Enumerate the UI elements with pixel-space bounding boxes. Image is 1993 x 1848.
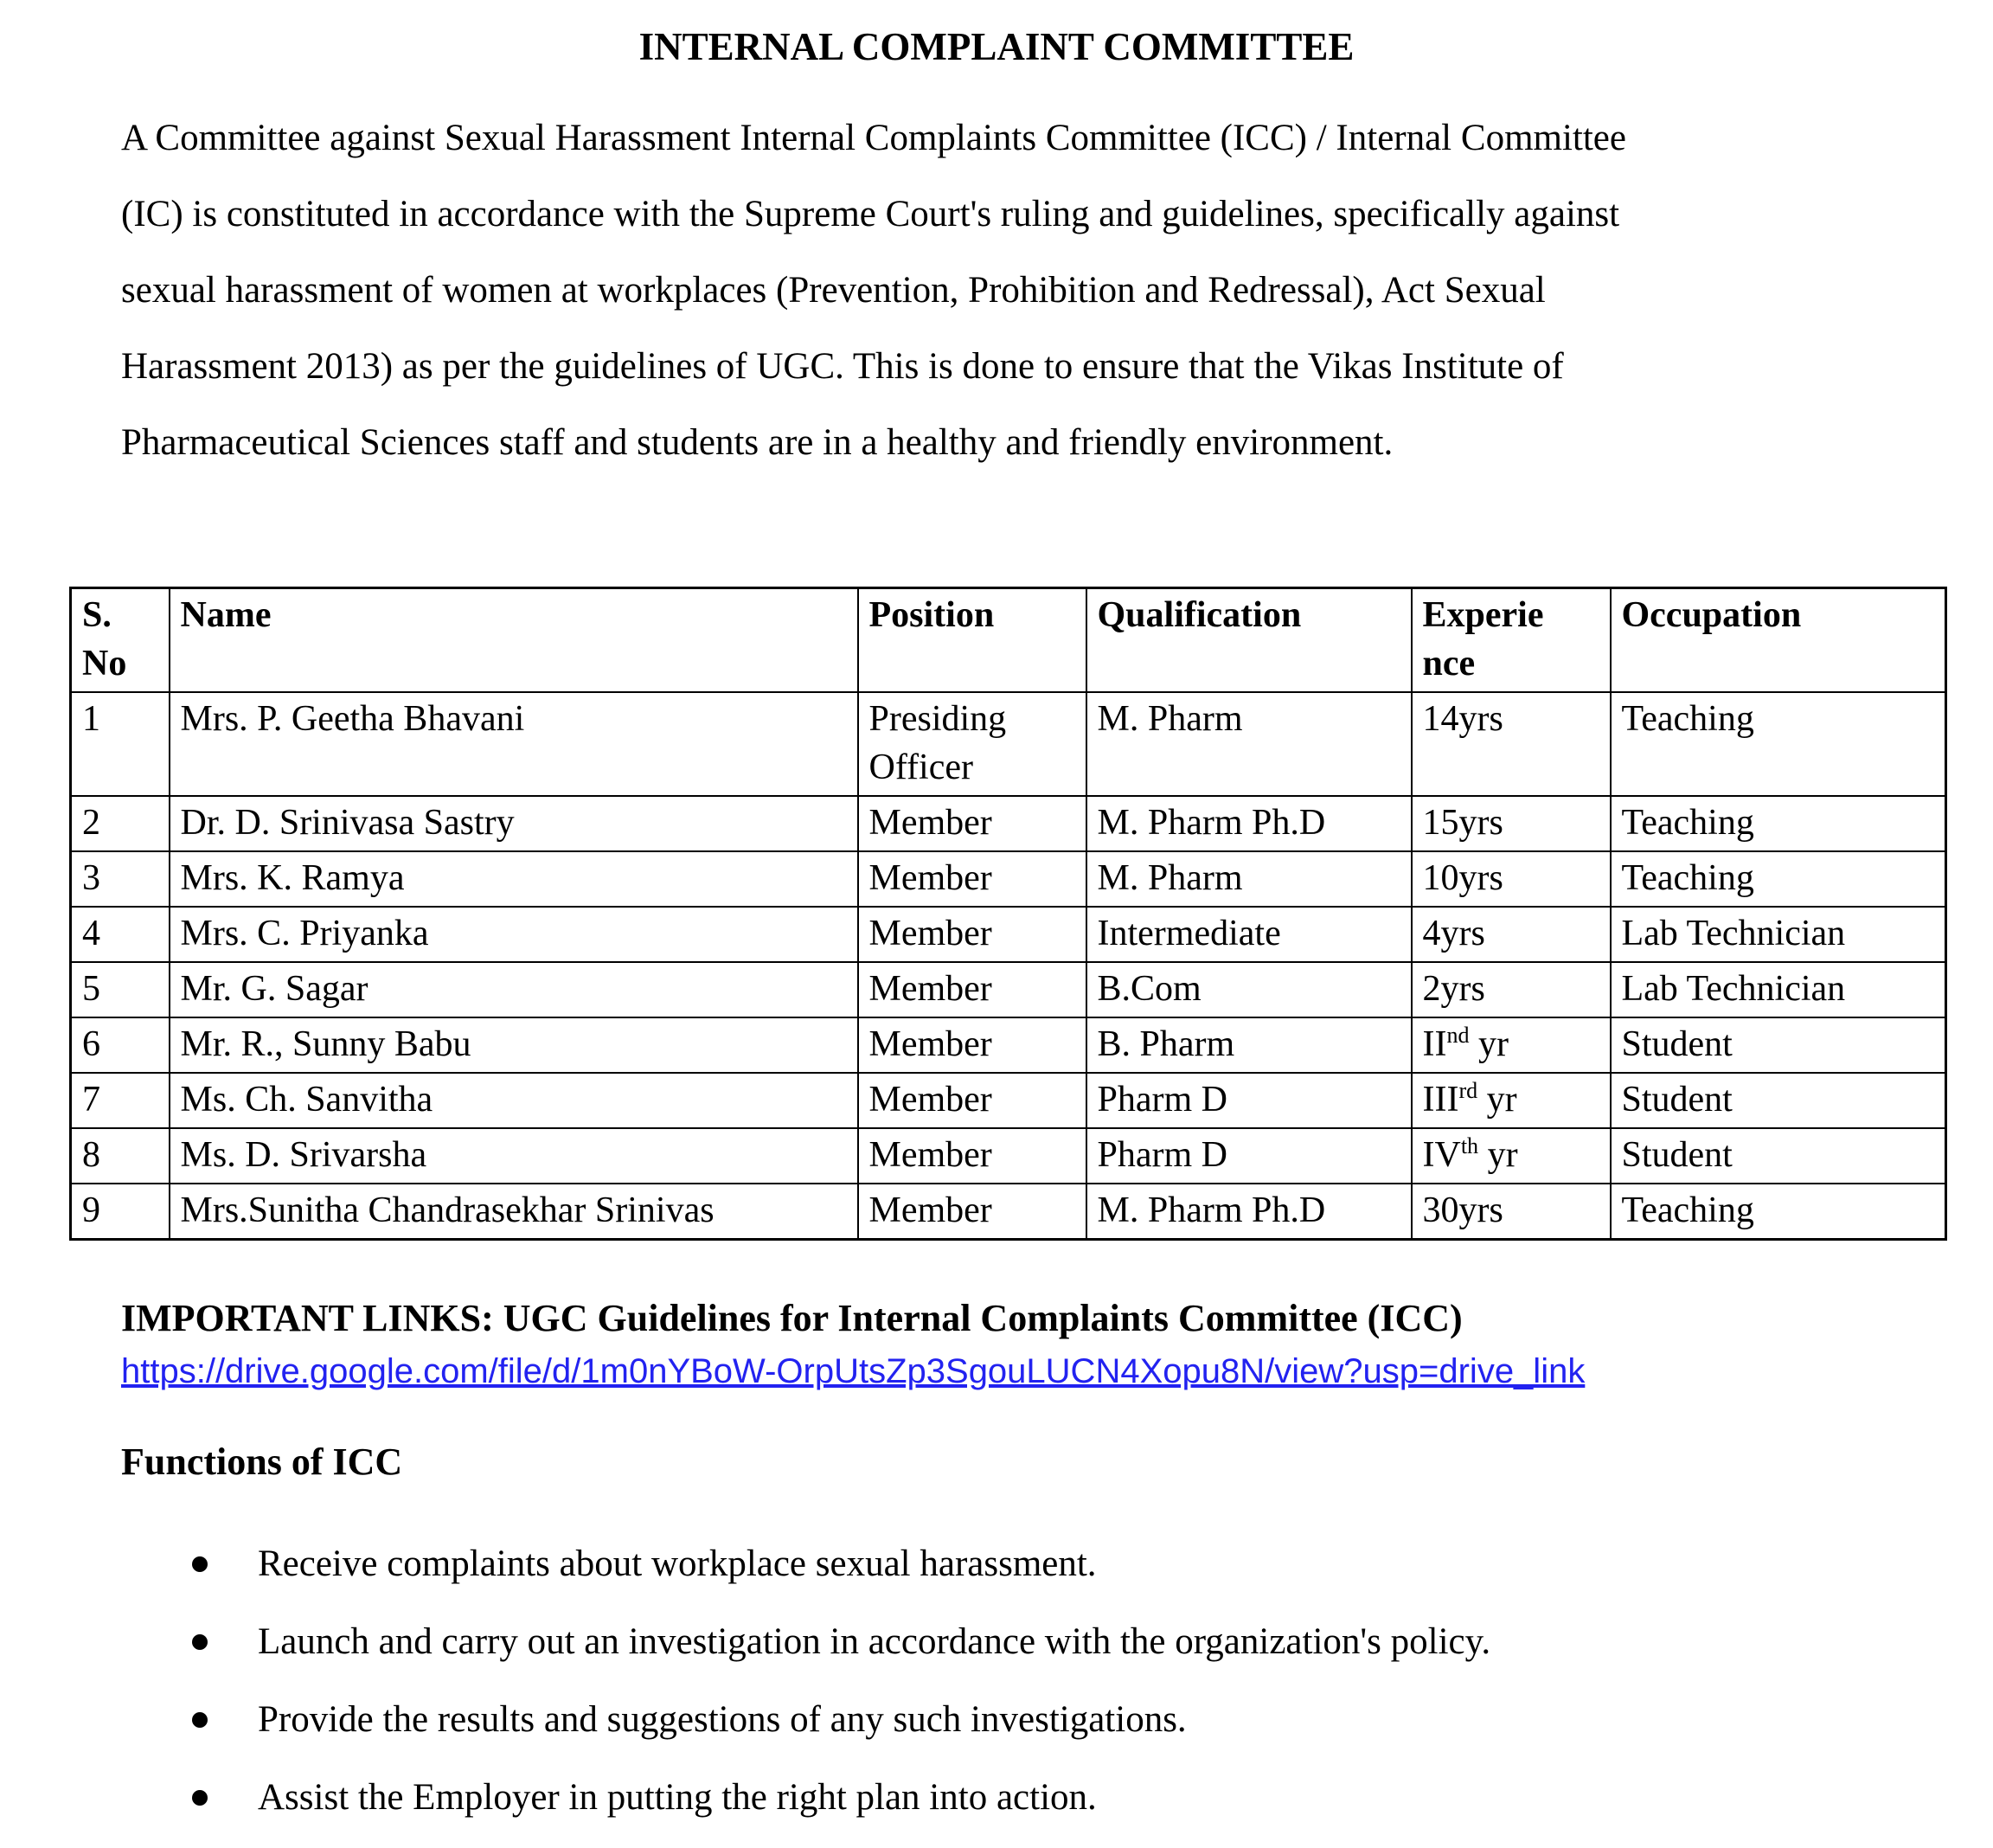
cell-experience [1412,851,1611,907]
experience-value: 10yrs [1422,858,1503,898]
column-header-sno: S. No [71,588,170,693]
cell-qualification: Pharm D [1086,1073,1412,1128]
column-header-experience-label: Experience [1422,595,1544,683]
cell-sno: 5 [71,962,170,1017]
cell-qualification: M. Pharm [1086,851,1412,907]
paragraph-line: sexual harassment of women at workplaces (Prevention, Prohibition and Redressal), Act Sexual [121,270,1546,311]
cell-name: Mr. R., Sunny Babu [170,1017,858,1073]
cell-position: Member [858,1128,1086,1184]
list-item [258,1620,1993,1665]
cell-experience [1412,796,1611,851]
important-links-heading: IMPORTANT LINKS: UGC Guidelines for Internal Complaints Committee (ICC) [121,1297,1463,1339]
bullet-icon [192,1712,208,1728]
cell-name: Mrs. P. Geetha Bhavani [170,692,858,796]
cell-qualification: M. Pharm Ph.D [1086,1184,1412,1240]
cell-position: Member [858,1073,1086,1128]
table-row [71,1128,1946,1184]
paragraph-line: A Committee against Sexual Harassment Internal Complaints Committee (ICC) / Internal Committee [121,118,1626,158]
paragraph-line: Pharmaceutical Sciences staff and students are in a healthy and friendly environment. [121,422,1394,463]
paragraph-line: (IC) is constituted in accordance with the Supreme Court's ruling and guidelines, specifically against [121,194,1620,234]
experience-ordinal: nd [1446,1023,1470,1048]
list-item [258,1542,1993,1587]
cell-occupation: Teaching [1611,692,1946,796]
paragraph-line: Harassment 2013) as per the guidelines of UGC. This is done to ensure that the Vikas Institute of [121,346,1564,387]
cell-experience [1412,1017,1611,1073]
cell-qualification: B. Pharm [1086,1017,1412,1073]
cell-position: Member [858,1184,1086,1240]
cell-position: Presiding Officer [858,692,1086,796]
cell-sno: 8 [71,1128,170,1184]
cell-experience [1412,962,1611,1017]
experience-unit: yr [1478,1135,1518,1175]
cell-qualification: Pharm D [1086,1128,1412,1184]
cell-position: Member [858,907,1086,962]
intro-paragraph [121,100,1889,481]
bullet-icon [192,1790,208,1806]
cell-qualification: M. Pharm Ph.D [1086,796,1412,851]
cell-position: Member [858,1017,1086,1073]
cell-position: Member [858,851,1086,907]
cell-occupation: Teaching [1611,851,1946,907]
cell-name: Ms. D. Srivarsha [170,1128,858,1184]
column-header-position: Position [858,588,1086,693]
list-item [258,1775,1993,1820]
bullet-icon [192,1556,208,1572]
cell-experience [1412,692,1611,796]
cell-experience [1412,1128,1611,1184]
column-header-name: Name [170,588,858,693]
cell-position: Member [858,962,1086,1017]
list-item [258,1697,1993,1742]
cell-position: Member [858,796,1086,851]
list-item-text: Provide the results and suggestions of any such investigations. [258,1699,1187,1740]
experience-value: 4yrs [1422,914,1485,953]
column-header-qualification: Qualification [1086,588,1412,693]
cell-name: Mrs.Sunitha Chandrasekhar Srinivas [170,1184,858,1240]
table-row [71,907,1946,962]
cell-qualification: B.Com [1086,962,1412,1017]
table-row [71,851,1946,907]
table-row [71,1073,1946,1128]
ugc-guidelines-link[interactable]: https://drive.google.com/file/d/1m0nYBoW-OrpUtsZp3SgouLUCN4Xopu8N/view?usp=drive_link [121,1352,1586,1390]
cell-name: Ms. Ch. Sanvitha [170,1073,858,1128]
cell-sno: 7 [71,1073,170,1128]
cell-occupation: Teaching [1611,796,1946,851]
page-title: INTERNAL COMPLAINT COMMITTEE [638,25,1355,68]
experience-ordinal: rd [1458,1078,1478,1103]
cell-occupation: Student [1611,1128,1946,1184]
table-header-row [71,588,1946,693]
table-row [71,1017,1946,1073]
cell-qualification: M. Pharm [1086,692,1412,796]
experience-unit: yr [1477,1080,1517,1120]
table-row [71,962,1946,1017]
committee-table [69,587,1947,1241]
cell-occupation: Student [1611,1073,1946,1128]
cell-experience [1412,1184,1611,1240]
column-header-occupation: Occupation [1611,588,1946,693]
cell-occupation: Lab Technician [1611,962,1946,1017]
cell-occupation: Student [1611,1017,1946,1073]
cell-occupation: Teaching [1611,1184,1946,1240]
cell-experience [1412,1073,1611,1128]
table-row [71,796,1946,851]
cell-name: Dr. D. Srinivasa Sastry [170,796,858,851]
list-item-text: Launch and carry out an investigation in accordance with the organization's policy. [258,1621,1491,1662]
cell-sno: 2 [71,796,170,851]
cell-sno: 1 [71,692,170,796]
list-item-text: Assist the Employer in putting the right plan into action. [258,1777,1097,1818]
cell-occupation: Lab Technician [1611,907,1946,962]
cell-sno: 6 [71,1017,170,1073]
cell-name: Mrs. K. Ramya [170,851,858,907]
list-item-text: Receive complaints about workplace sexual harassment. [258,1543,1097,1584]
experience-ordinal: th [1460,1133,1479,1158]
table-row [71,1184,1946,1240]
functions-heading: Functions of ICC [121,1441,403,1483]
cell-qualification: Intermediate [1086,907,1412,962]
experience-value: 14yrs [1422,699,1503,739]
experience-value: IV [1422,1135,1461,1175]
cell-name: Mr. G. Sagar [170,962,858,1017]
experience-value: 30yrs [1422,1190,1503,1230]
cell-sno: 9 [71,1184,170,1240]
cell-name: Mrs. C. Priyanka [170,907,858,962]
experience-unit: yr [1469,1024,1509,1064]
experience-value: 2yrs [1422,969,1485,1009]
experience-value: 15yrs [1422,803,1503,843]
cell-sno: 4 [71,907,170,962]
cell-sno: 3 [71,851,170,907]
table-row [71,692,1946,796]
experience-value: II [1422,1024,1447,1064]
functions-list [0,1542,1993,1820]
experience-value: III [1422,1080,1459,1120]
column-header-experience [1412,588,1611,693]
cell-experience [1412,907,1611,962]
bullet-icon [192,1634,208,1650]
